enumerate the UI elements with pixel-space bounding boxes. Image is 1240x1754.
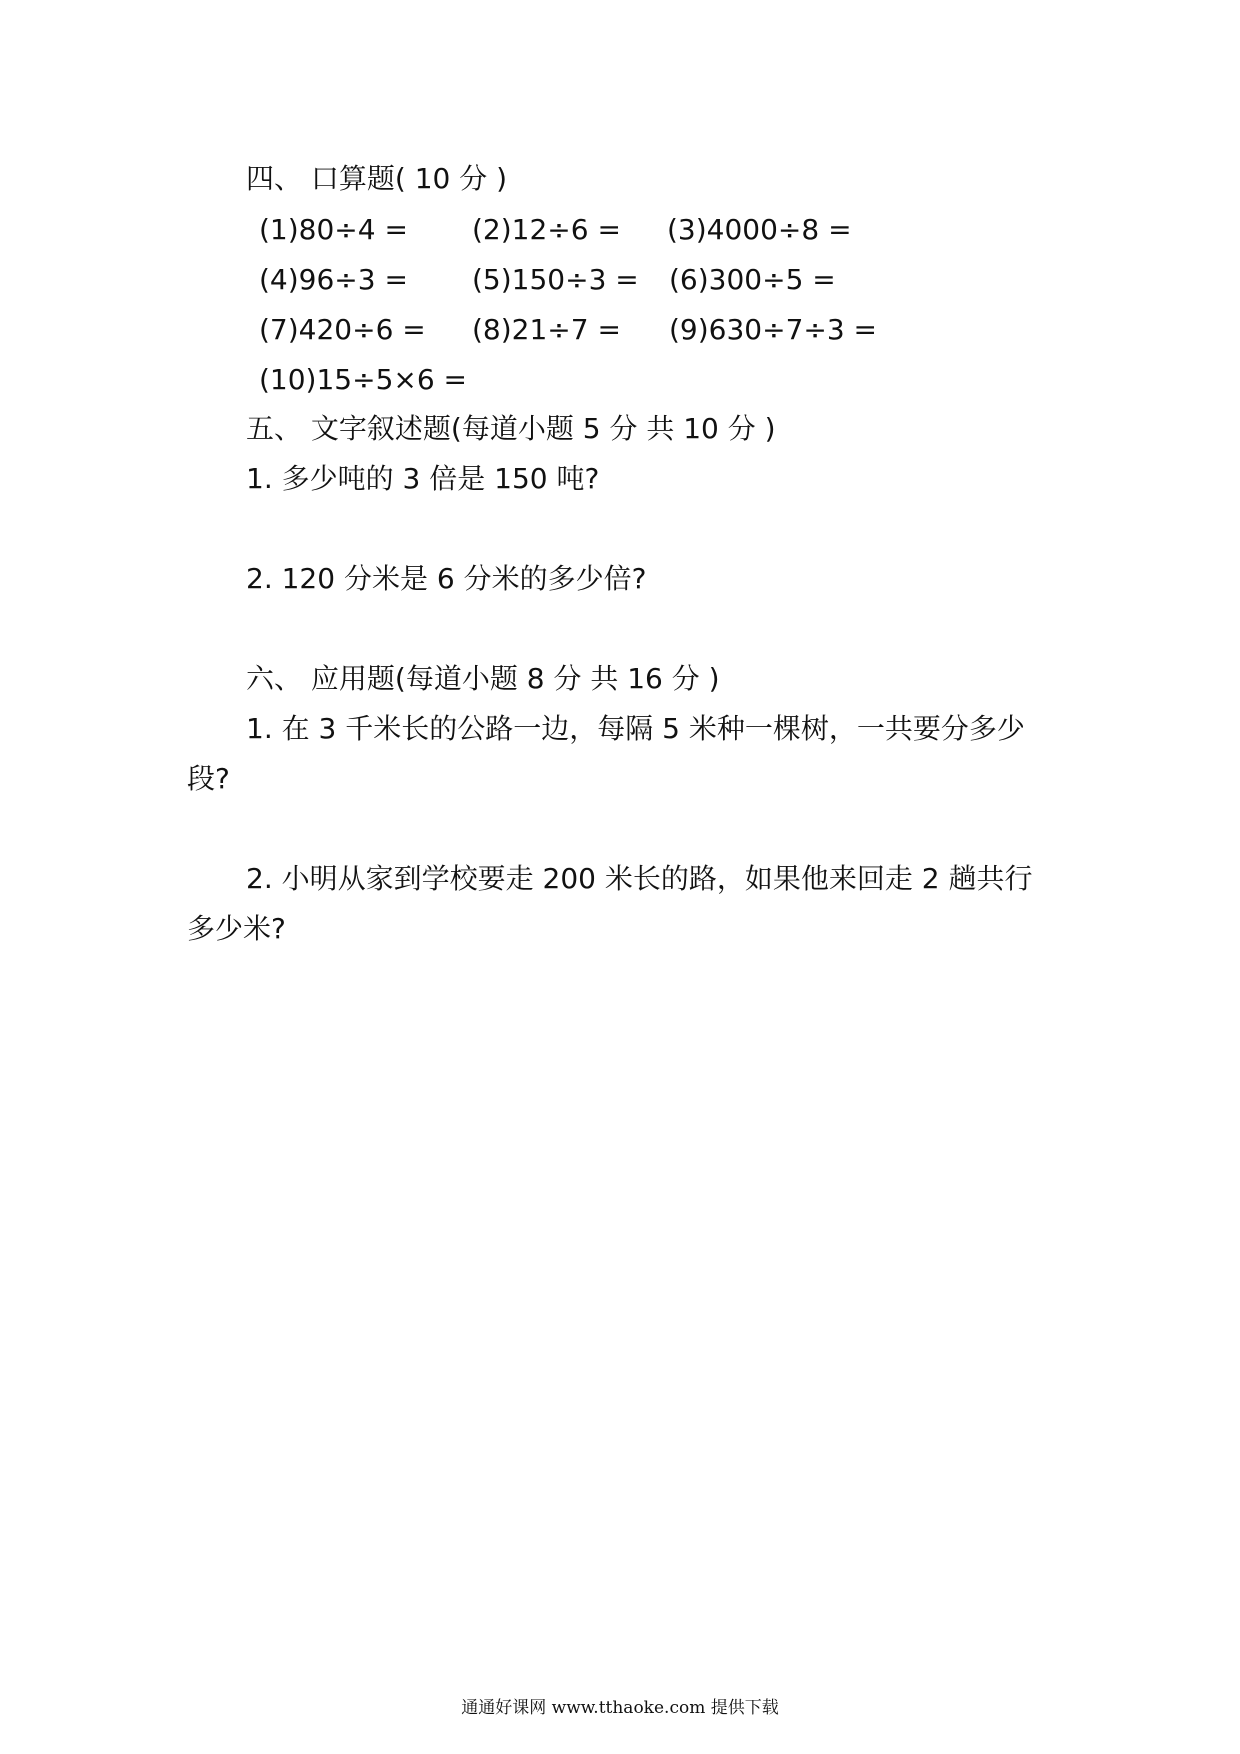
section-6-title: 六、 应用题(每道小题 8 分 共 16 分 ) <box>246 662 720 695</box>
section-4-title: 四、 口算题( 10 分 ) <box>246 162 508 195</box>
section-6-question-1-line-1: 1. 在 3 千米长的公路一边，每隔 5 米种一棵树，一共要分多少 <box>246 712 1025 745</box>
footer-credit: 通通好课网 www.tthaoke.com 提供下载 <box>461 1698 779 1718</box>
section-6-question-2-line-2: 多少米? <box>187 912 286 945</box>
problem-10: (10)15÷5×6 = <box>259 363 468 396</box>
section-5-title: 五、 文字叙述题(每道小题 5 分 共 10 分 ) <box>246 412 776 445</box>
problem-8: (8)21÷7 = <box>472 313 621 346</box>
problem-9: (9)630÷7÷3 = <box>669 313 878 346</box>
problem-1: (1)80÷4 = <box>259 213 408 246</box>
problem-2: (2)12÷6 = <box>472 213 621 246</box>
problem-6: (6)300÷5 = <box>669 263 836 296</box>
section-6-question-1-line-2: 段? <box>187 762 230 795</box>
problem-7: (7)420÷6 = <box>259 313 426 346</box>
section-5-question-1: 1. 多少吨的 3 倍是 150 吨? <box>246 462 600 495</box>
problem-4: (4)96÷3 = <box>259 263 408 296</box>
section-6-question-2-line-1: 2. 小明从家到学校要走 200 米长的路，如果他来回走 2 趟共行 <box>246 862 1033 895</box>
problem-3: (3)4000÷8 = <box>667 213 852 246</box>
section-5-question-2: 2. 120 分米是 6 分米的多少倍? <box>246 562 647 595</box>
problem-5: (5)150÷3 = <box>472 263 639 296</box>
